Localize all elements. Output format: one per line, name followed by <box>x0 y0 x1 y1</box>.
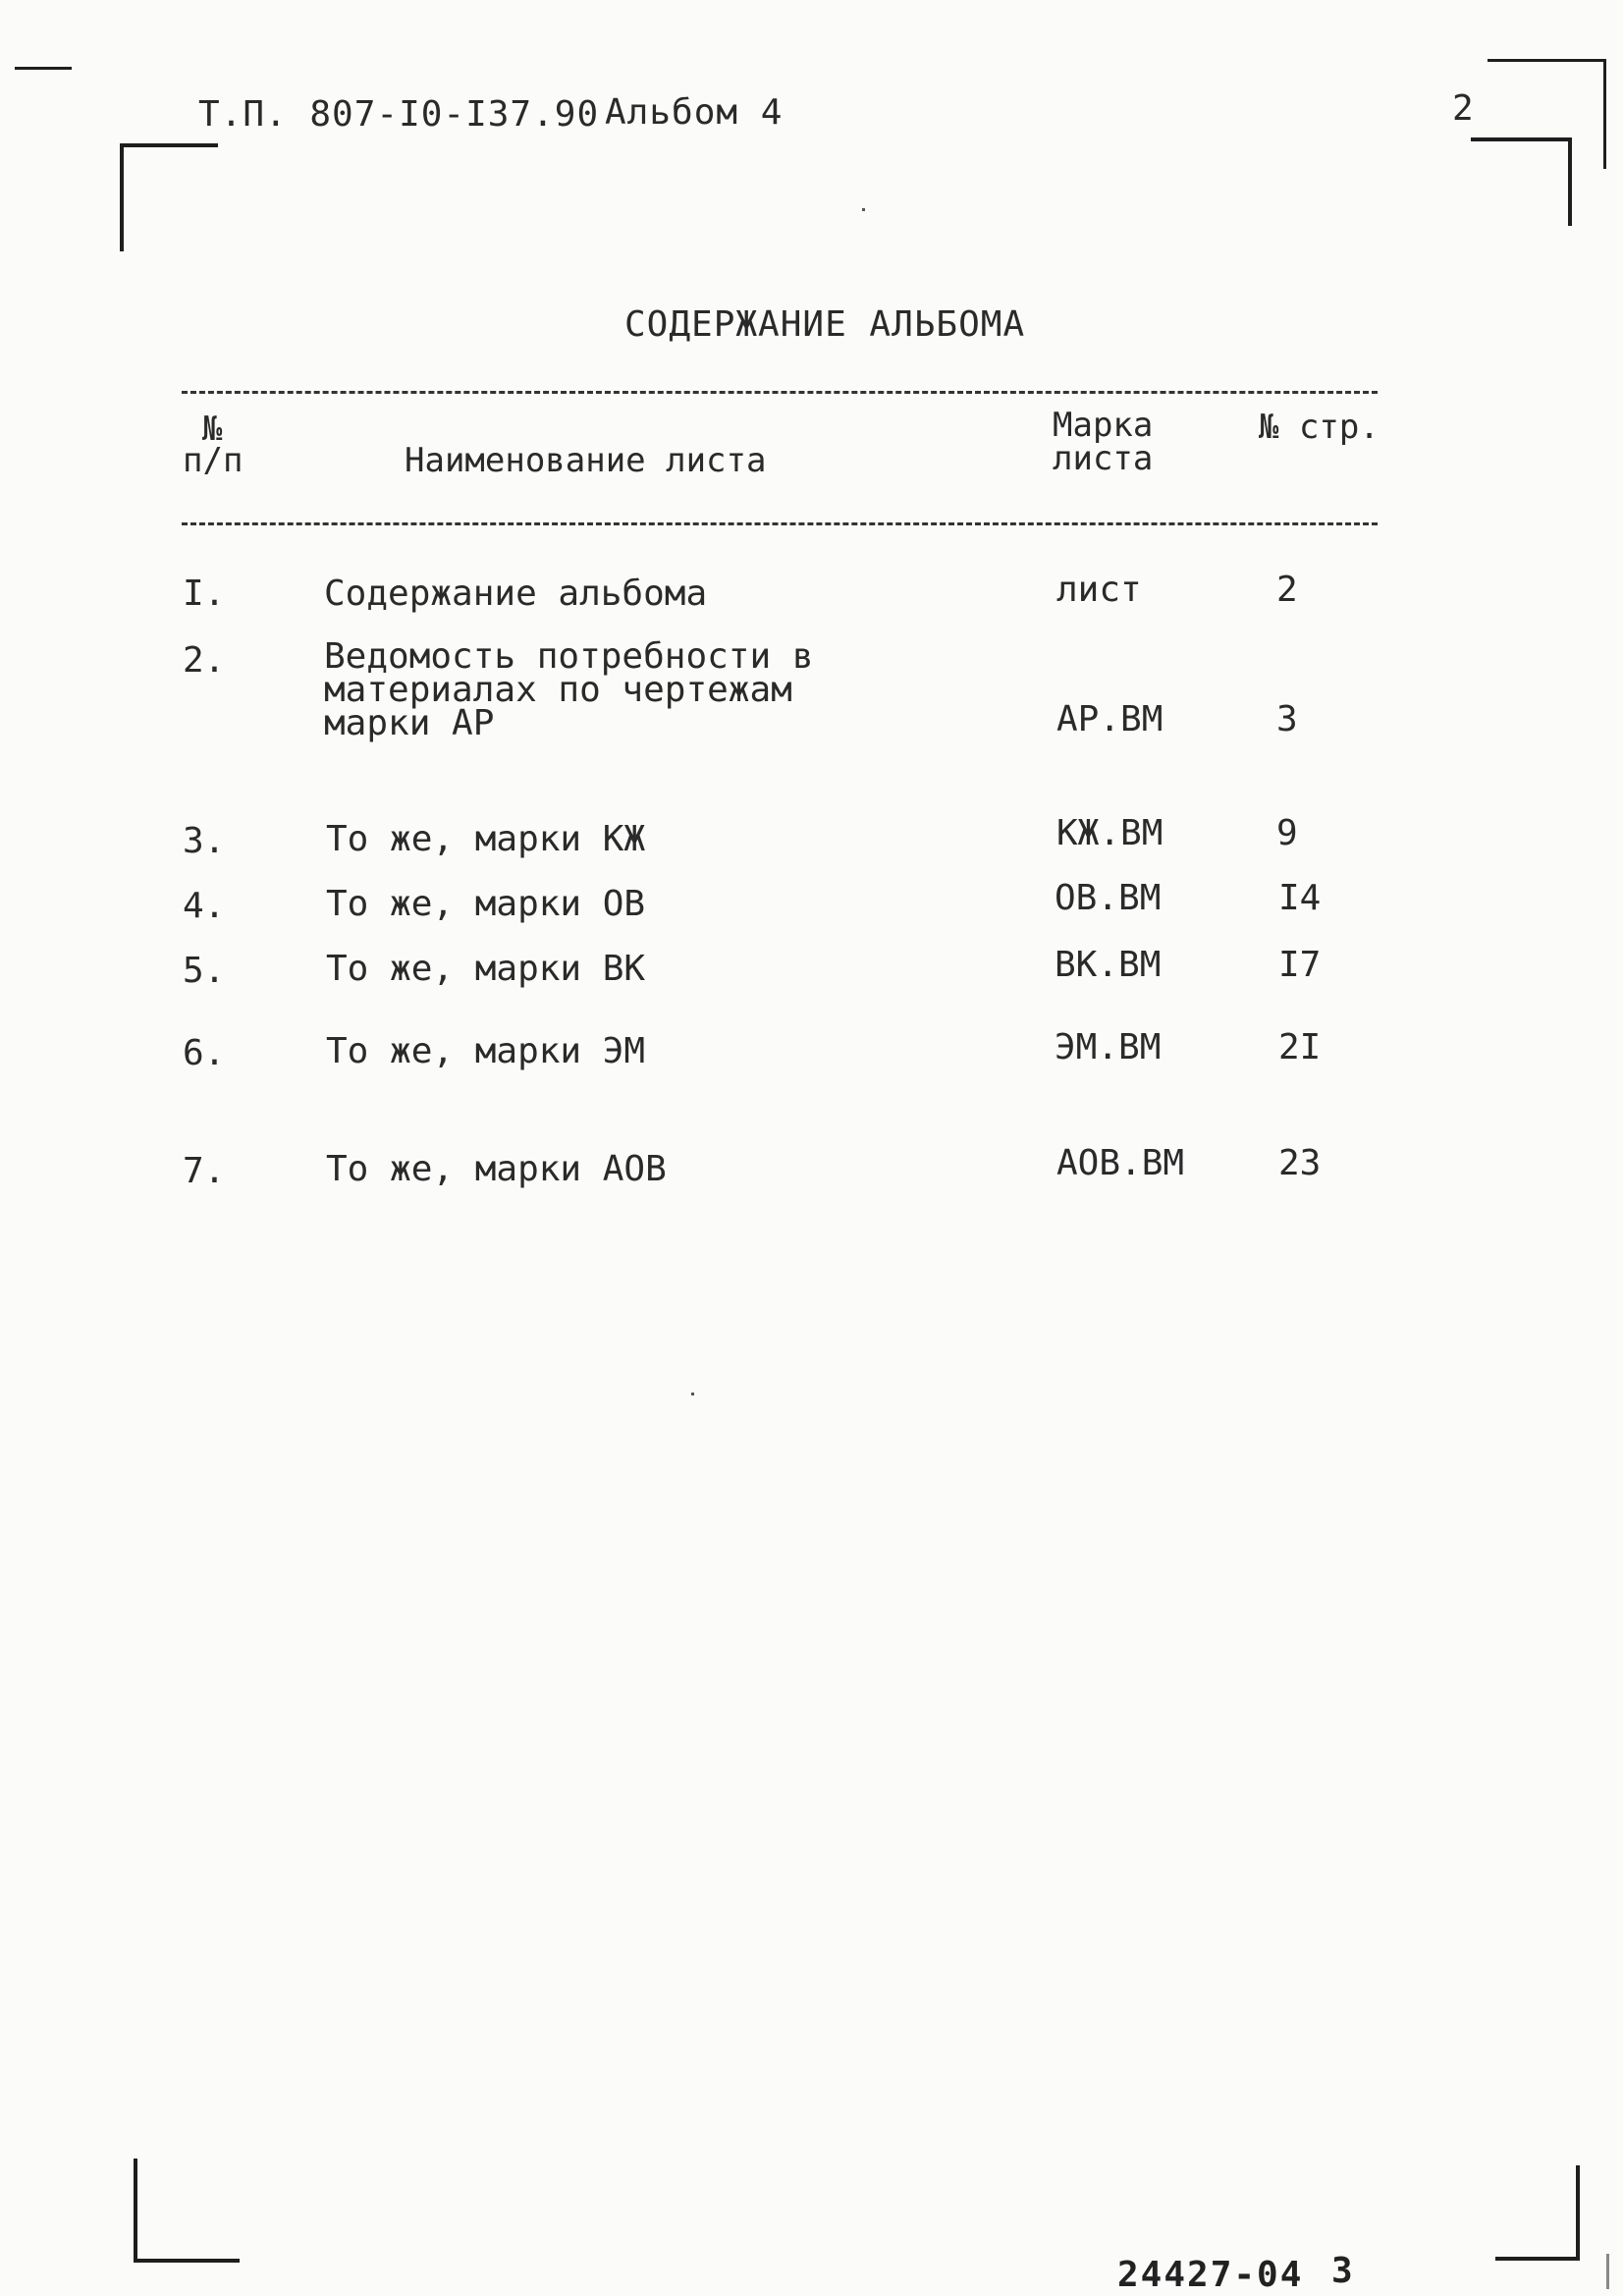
row-name: То же, марки ОВ <box>326 884 646 924</box>
row-name-line1: Ведомость потребности в <box>324 636 814 677</box>
row-num: 7. <box>183 1151 226 1191</box>
row-page: I4 <box>1278 878 1322 918</box>
row-page: 9 <box>1276 813 1298 853</box>
speck <box>691 1393 694 1395</box>
frame-corner-top-left-v <box>120 143 124 251</box>
col-num-symbol: № <box>202 410 223 449</box>
col-page: № стр. <box>1259 408 1380 447</box>
row-num: I. <box>183 574 226 614</box>
page-number: 2 <box>1452 88 1475 129</box>
row-num: 2. <box>183 640 226 681</box>
col-num-sub: п/п <box>183 441 243 480</box>
table-header-top-rule <box>182 391 1378 394</box>
row-mark: КЖ.ВМ <box>1056 813 1163 853</box>
frame-corner-bottom-right-v <box>1576 2165 1580 2259</box>
frame-corner-top-right-inner-v <box>1568 137 1572 226</box>
row-num: 4. <box>183 886 226 926</box>
row-mark: ОВ.ВМ <box>1055 878 1162 918</box>
row-name-line2: материалах по чертежам <box>324 670 792 710</box>
footer-sheet: 3 <box>1331 2251 1355 2291</box>
row-mark: ЭМ.ВМ <box>1055 1027 1162 1067</box>
row-name: То же, марки АОВ <box>326 1149 667 1189</box>
footer-code: 24427-04 <box>1117 2255 1304 2295</box>
album-label: Альбом 4 <box>605 92 784 133</box>
top-left-short-line <box>15 67 72 70</box>
edge-mark-right <box>1606 2254 1609 2289</box>
row-name: То же, марки КЖ <box>326 819 646 859</box>
row-name: Содержание альбома <box>324 574 708 614</box>
col-mark-line2: листа <box>1053 439 1154 478</box>
row-page: 2I <box>1278 1027 1322 1067</box>
row-name: То же, марки ЭМ <box>326 1031 646 1071</box>
row-num: 6. <box>183 1033 226 1073</box>
row-page: I7 <box>1278 945 1322 985</box>
row-num: 5. <box>183 951 226 991</box>
col-name: Наименование листа <box>405 441 767 480</box>
row-name: То же, марки ВК <box>326 949 646 989</box>
col-mark-line1: Марка <box>1053 406 1154 445</box>
row-page: 3 <box>1276 699 1298 739</box>
frame-corner-top-left-h <box>120 143 218 147</box>
frame-corner-bottom-right-h <box>1495 2257 1580 2261</box>
document-code: Т.П. 807-I0-I37.90 <box>198 94 600 135</box>
row-page: 23 <box>1278 1143 1322 1183</box>
row-mark: ВК.ВМ <box>1055 945 1162 985</box>
frame-corner-top-right-outer-v <box>1603 59 1606 169</box>
row-name-line3: марки АР <box>324 703 495 743</box>
frame-corner-bottom-left-v <box>134 2159 137 2263</box>
frame-corner-bottom-left-h <box>134 2259 240 2263</box>
row-num: 3. <box>183 821 226 861</box>
page-title: СОДЕРЖАНИЕ АЛЬБОМА <box>624 304 1026 345</box>
row-mark: АОВ.ВМ <box>1056 1143 1185 1183</box>
row-page: 2 <box>1276 570 1298 610</box>
frame-corner-top-right-inner-h <box>1471 137 1571 141</box>
frame-corner-top-right-outer-h <box>1488 59 1605 62</box>
row-mark: лист <box>1056 570 1142 610</box>
speck <box>862 208 865 211</box>
table-header-bottom-rule <box>182 522 1378 525</box>
row-mark: АР.ВМ <box>1056 699 1163 739</box>
